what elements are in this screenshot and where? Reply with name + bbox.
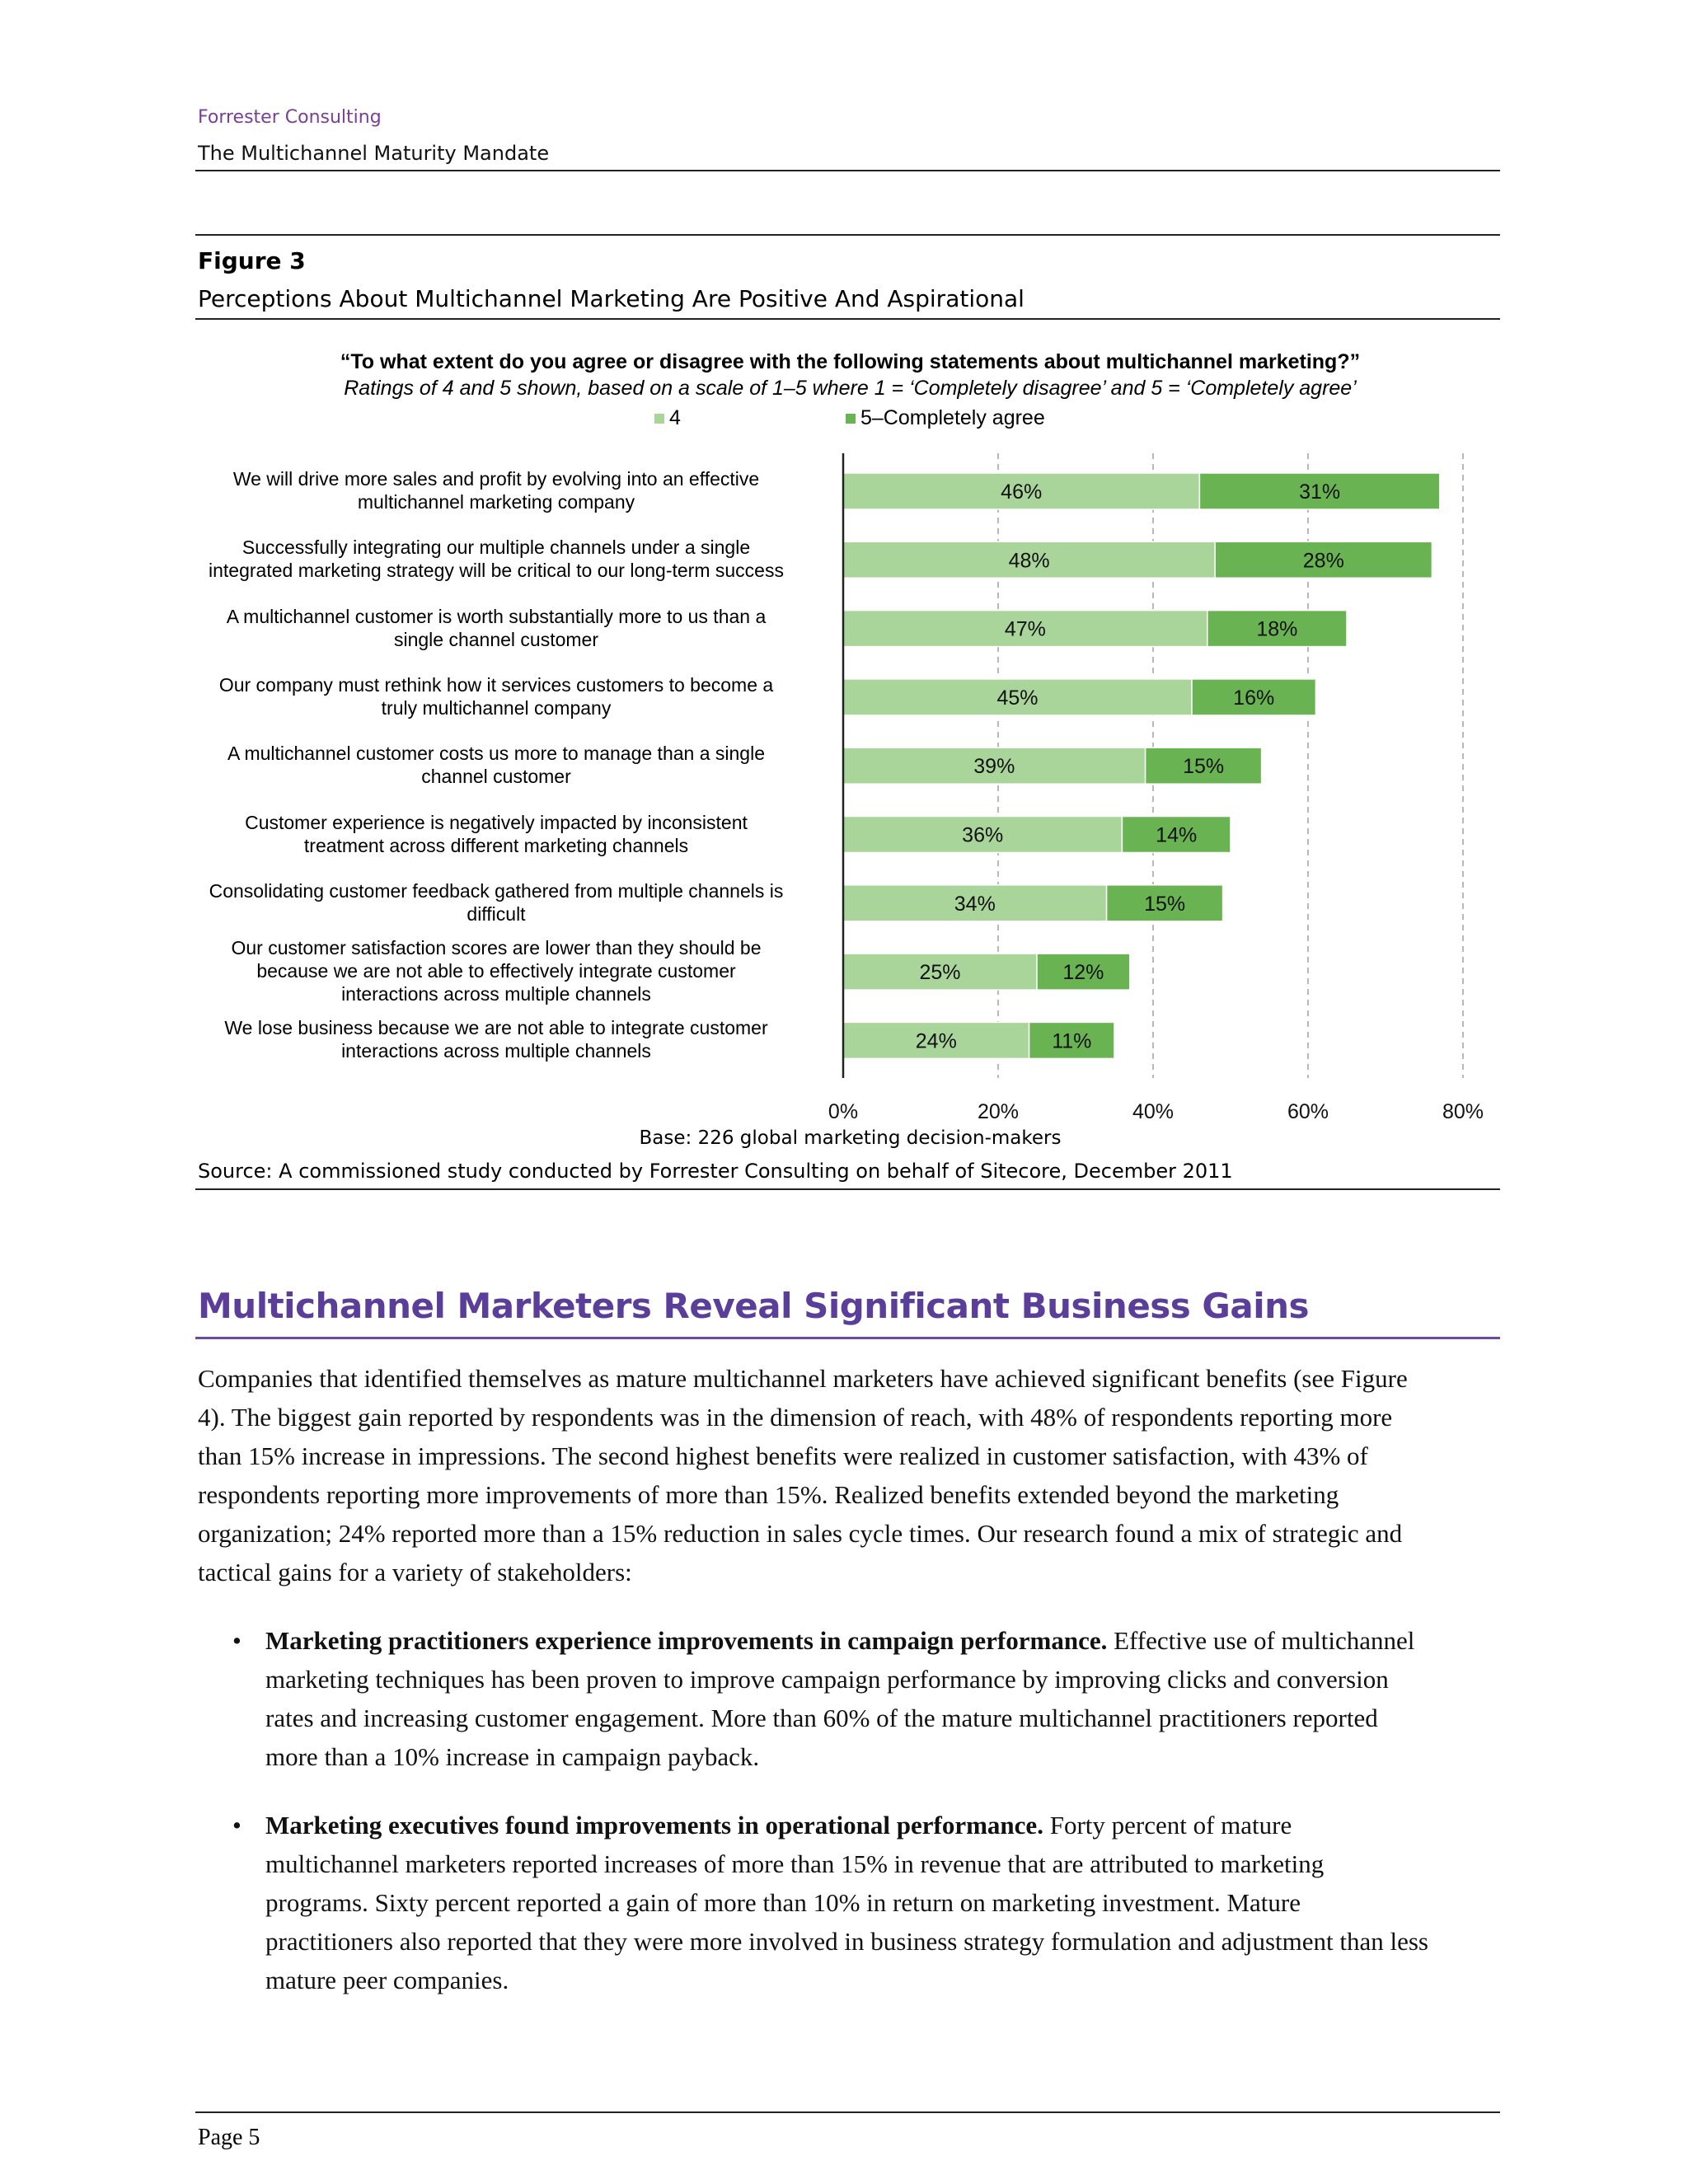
data-label: 45% xyxy=(996,686,1039,710)
category-label-line: We lose business because we are not able to integrate customer xyxy=(224,1017,768,1039)
data-label: 11% xyxy=(1052,1029,1092,1053)
bullet-first-line xyxy=(265,1621,1500,1660)
figure-label: Figure 3 xyxy=(198,247,306,274)
bullet-line: rates and increasing customer engagement. More than 60% of the mature multichannel practitioners reported xyxy=(265,1704,1378,1732)
legend-label-5: 5–Completely agree xyxy=(860,406,1045,429)
data-label: 24% xyxy=(915,1029,957,1053)
category-label-line: difficult xyxy=(467,902,526,925)
figure-title: Perceptions About Multichannel Marketing Are Positive And Aspirational xyxy=(198,285,1025,312)
bullet-line: practitioners also reported that they were more involved in business strategy formulation and adjustment than less xyxy=(265,1927,1428,1956)
category-label-line: Consolidating customer feedback gathered from multiple channels is xyxy=(209,879,784,902)
legend-label-4: 4 xyxy=(669,406,681,429)
bullet-lead: Marketing executives found improvements in operational performance. xyxy=(265,1811,1043,1840)
data-label: 31% xyxy=(1299,480,1341,504)
intro-line: tactical gains for a variety of stakeholders: xyxy=(198,1558,632,1586)
data-label: 39% xyxy=(973,755,1015,779)
data-label: 15% xyxy=(1144,892,1186,916)
section-heading-rule xyxy=(195,1337,1500,1339)
source-note: Source: A commissioned study conducted by Forrester Consulting on behalf of Sitecore, December 2011 xyxy=(198,1160,1233,1183)
category-label-line: treatment across different marketing channels xyxy=(303,834,689,856)
bullet-text xyxy=(265,1806,1500,1999)
category-label-line: Our company must rethink how it services customers to become a xyxy=(218,673,774,696)
bullet-line: programs. Sixty percent reported a gain of more than 10% in return on marketing investment. Mature xyxy=(265,1888,1301,1917)
bullet-line: multichannel marketers reported increases of more than 15% in revenue that are attributed to marketing xyxy=(265,1849,1325,1878)
header-title: The Multichannel Maturity Mandate xyxy=(198,142,550,165)
bullet-dot: • xyxy=(232,1626,241,1655)
bullet-first-rest: Forty percent of mature xyxy=(1043,1811,1292,1840)
bullet-dot: • xyxy=(232,1811,241,1840)
category-label-line: channel customer xyxy=(421,766,571,788)
bullet-first-line xyxy=(265,1806,1500,1844)
category-label-line: interactions across multiple channels xyxy=(341,1040,651,1062)
category-label-line: A multichannel customer costs us more to manage than a single xyxy=(227,743,765,765)
category-label-line: multichannel marketing company xyxy=(357,491,635,513)
bullet-line: mature peer companies. xyxy=(265,1966,509,1994)
rating-scale-note: Ratings of 4 and 5 shown, based on a scale of 1–5 where 1 = ‘Completely disagree’ and 5 = ‘Completely agree’ xyxy=(344,377,1357,400)
x-tick-label: 40% xyxy=(1132,1100,1175,1123)
category-label-line: because we are not able to effectively integrate customer xyxy=(256,960,736,982)
bullet-item xyxy=(198,1806,1500,1999)
data-label: 18% xyxy=(1256,617,1298,641)
section-heading: Multichannel Marketers Reveal Significant Business Gains xyxy=(198,1286,1310,1326)
header-brand: Forrester Consulting xyxy=(198,107,382,128)
survey-question: “To what extent do you agree or disagree with the following statements about multichannel marketing?” xyxy=(340,350,1361,373)
bullet-text xyxy=(265,1621,1500,1776)
x-tick-label: 60% xyxy=(1287,1100,1329,1123)
x-tick-label: 20% xyxy=(977,1100,1020,1123)
category-label-line: interactions across multiple channels xyxy=(341,983,651,1005)
bullet-line: more than a 10% increase in campaign payback. xyxy=(265,1742,760,1771)
data-label: 15% xyxy=(1183,755,1225,779)
category-label-line: integrated marketing strategy will be critical to our long-term success xyxy=(209,560,784,582)
bullet-lead: Marketing practitioners experience improvements in campaign performance. xyxy=(265,1626,1108,1655)
base-note: Base: 226 global marketing decision-makers xyxy=(639,1127,1062,1149)
bullet-first-rest: Effective use of multichannel xyxy=(1107,1626,1415,1655)
intro-line: respondents reporting more improvements of more than 15%. Realized benefits extended beyond the marketing xyxy=(198,1480,1339,1509)
bullet-line: marketing techniques has been proven to improve campaign performance by improving clicks and conversion xyxy=(265,1665,1389,1694)
bullet-item xyxy=(198,1621,1500,1776)
data-label: 25% xyxy=(919,961,961,985)
figure-bottom-rule xyxy=(195,1188,1500,1190)
category-label-line: truly multichannel company xyxy=(381,696,612,719)
category-label-line: Successfully integrating our multiple channels under a single xyxy=(241,537,751,559)
data-label: 12% xyxy=(1062,961,1104,985)
data-label: 46% xyxy=(1001,480,1043,504)
page-number: Page 5 xyxy=(198,2125,260,2150)
category-label-line: single channel customer xyxy=(393,628,599,650)
data-label: 47% xyxy=(1004,617,1046,641)
x-tick-label: 0% xyxy=(828,1100,859,1123)
footer-rule xyxy=(195,2111,1500,2113)
data-label: 48% xyxy=(1008,549,1050,573)
category-label-line: Customer experience is negatively impacted by inconsistent xyxy=(245,811,748,833)
category-label-line: We will drive more sales and profit by evolving into an effective xyxy=(232,468,760,490)
data-label: 28% xyxy=(1302,549,1344,573)
category-label-line: Our customer satisfaction scores are lower than they should be xyxy=(231,937,762,959)
data-label: 36% xyxy=(962,823,1004,847)
data-label: 16% xyxy=(1233,686,1275,710)
intro-line: organization; 24% reported more than a 15% reduction in sales cycle times. Our research found a mix of strategic and xyxy=(198,1519,1403,1548)
data-label: 14% xyxy=(1156,823,1198,847)
intro-paragraph xyxy=(198,1359,1500,1591)
data-label: 34% xyxy=(954,892,996,916)
intro-line: Companies that identified themselves as mature multichannel marketers have achieved significant benefits (see Figure xyxy=(198,1364,1408,1393)
intro-line: than 15% increase in impressions. The second highest benefits were realized in customer satisfaction, with 43% of xyxy=(198,1441,1368,1470)
intro-line: 4). The biggest gain reported by respondents was in the dimension of reach, with 48% of respondents reporting more xyxy=(198,1403,1393,1432)
x-tick-label: 80% xyxy=(1442,1100,1484,1123)
category-label-line: A multichannel customer is worth substantially more to us than a xyxy=(226,605,767,627)
